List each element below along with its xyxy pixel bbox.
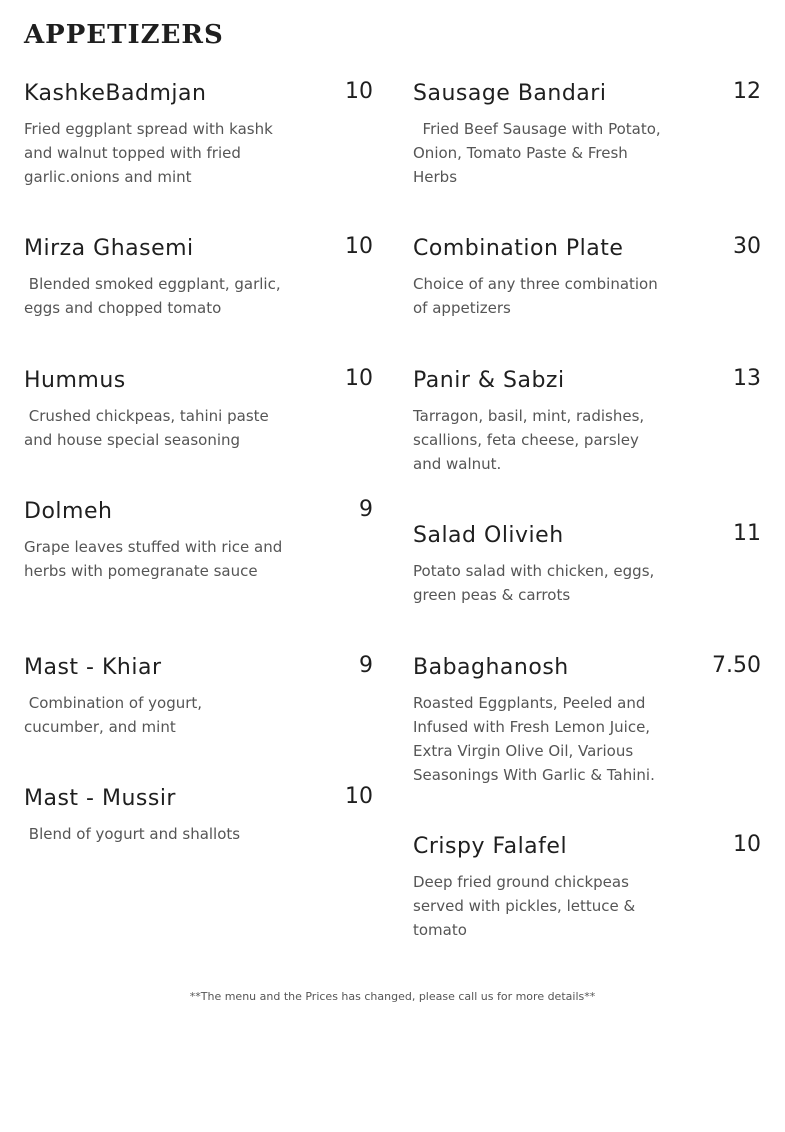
item-description: Fried eggplant spread with kashk and walnut topped with fried garlic.onions and mint (24, 120, 278, 186)
section-title: APPETIZERS (24, 20, 224, 50)
item-name: Mirza Ghasemi (24, 236, 194, 261)
menu-item-kashke-badmjan (24, 79, 373, 189)
menu-item-mast-khiar (24, 653, 373, 739)
item-price: 13 (733, 366, 761, 391)
footer-note: **The menu and the Prices has changed, please call us for more details** (189, 990, 596, 1003)
item-price: 10 (345, 784, 373, 809)
menu-item-babaghanosh (413, 653, 761, 787)
menu-item-mast-mussir (24, 784, 373, 846)
item-description: Choice of any three combination of appetizers (413, 275, 663, 317)
item-description: Combination of yogurt, cucumber, and mint (24, 694, 207, 736)
item-price: 10 (733, 832, 761, 857)
item-name: Babaghanosh (413, 655, 569, 680)
item-name: Combination Plate (413, 236, 624, 261)
item-name: KashkeBadmjan (24, 81, 207, 106)
menu-item-crispy-falafel (413, 832, 761, 942)
menu-item-hummus (24, 366, 373, 452)
item-name: Dolmeh (24, 499, 113, 524)
item-price: 10 (345, 366, 373, 391)
item-price: 10 (345, 79, 373, 104)
item-description: Tarragon, basil, mint, radishes, scallions, feta cheese, parsley and walnut. (413, 407, 649, 473)
item-description: Crushed chickpeas, tahini paste and house special seasoning (24, 407, 274, 449)
item-name: Mast - Khiar (24, 655, 162, 680)
item-name: Hummus (24, 368, 126, 393)
item-price: 9 (359, 653, 373, 678)
item-name: Mast - Mussir (24, 786, 176, 811)
menu-item-mirza-ghasemi (24, 234, 373, 320)
item-description: Blended smoked eggplant, garlic, eggs and chopped tomato (24, 275, 286, 317)
menu-item-salad-olivieh (413, 521, 761, 607)
item-price: 7.50 (712, 653, 761, 678)
menu-item-panir-sabzi (413, 366, 761, 476)
item-description: Roasted Eggplants, Peeled and Infused with Fresh Lemon Juice, Extra Virgin Olive Oil, Various Seasonings With Garlic & Tahini. (413, 694, 655, 784)
item-price: 11 (733, 521, 761, 546)
item-name: Sausage Bandari (413, 81, 607, 106)
item-name: Salad Olivieh (413, 523, 564, 548)
item-description: Blend of yogurt and shallots (24, 825, 241, 843)
item-name: Panir & Sabzi (413, 368, 565, 393)
menu-item-combination-plate (413, 234, 761, 320)
item-price: 30 (733, 234, 761, 259)
item-description: Fried Beef Sausage with Potato, Onion, Tomato Paste & Fresh Herbs (413, 120, 666, 186)
item-name: Crispy Falafel (413, 834, 568, 859)
item-price: 12 (733, 79, 761, 104)
menu-item-dolmeh (24, 497, 373, 583)
item-price: 9 (359, 497, 373, 522)
item-price: 10 (345, 234, 373, 259)
item-description: Potato salad with chicken, eggs, green peas & carrots (413, 562, 660, 604)
item-description: Deep fried ground chickpeas served with pickles, lettuce & tomato (413, 873, 640, 939)
item-description: Grape leaves stuffed with rice and herbs with pomegranate sauce (24, 538, 288, 580)
menu-item-sausage-bandari (413, 79, 761, 189)
